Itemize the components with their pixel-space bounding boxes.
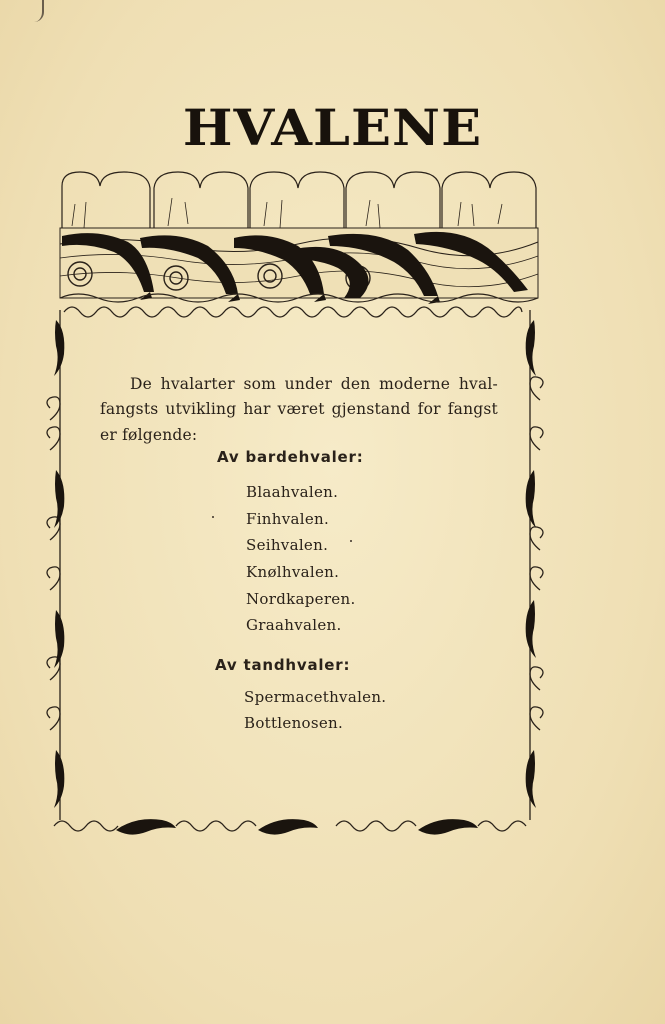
list-item: Bottlenosen. bbox=[244, 713, 344, 732]
baleen-whale-list bbox=[246, 479, 356, 639]
sea-band bbox=[60, 228, 538, 304]
section-heading-baleen: Av bardehvaler: bbox=[217, 448, 364, 466]
intro-paragraph: De hvalarter som under den moderne hval-fangsts utvikling har været gjenstand for fangst er følgende: bbox=[100, 374, 498, 444]
arches bbox=[62, 172, 536, 236]
list-item: Nordkaperen. bbox=[246, 589, 356, 608]
page-title: HVALENE bbox=[182, 98, 483, 157]
toothed-whale-list bbox=[244, 685, 386, 736]
list-item: Blaahvalen. bbox=[246, 483, 339, 501]
page-edge-mark bbox=[28, 0, 44, 22]
section-heading-toothed: Av tandhvaler: bbox=[215, 656, 351, 674]
list-item: Finhvalen. bbox=[246, 509, 330, 528]
list-item: Spermacethvalen. bbox=[244, 688, 387, 706]
list-item: Knølhvalen. bbox=[246, 563, 340, 582]
list-item: Seihvalen. bbox=[246, 536, 329, 555]
ink-speck bbox=[350, 540, 352, 542]
list-item: Graahvalen. bbox=[246, 616, 342, 635]
ink-speck bbox=[212, 516, 214, 518]
